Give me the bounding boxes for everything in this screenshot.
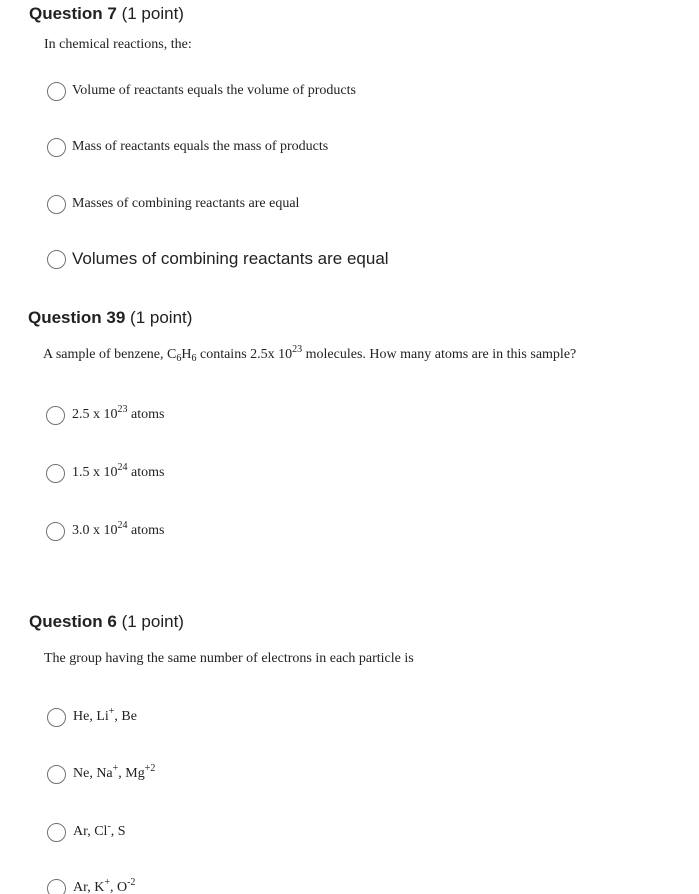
answer-option[interactable] <box>46 461 164 485</box>
stem-text: A sample of benzene, C <box>43 347 177 362</box>
answer-option[interactable] <box>47 192 299 216</box>
stem-subscript: 6 <box>191 353 197 364</box>
question-points: (1 point) <box>121 4 184 23</box>
option-label: Masses of combining reactants are equal <box>72 196 300 211</box>
answer-option[interactable] <box>47 79 356 103</box>
radio-button[interactable] <box>47 250 66 269</box>
question-stem <box>43 344 577 364</box>
radio-button[interactable] <box>47 879 66 894</box>
option-text: , O <box>109 880 128 894</box>
option-text: atoms <box>127 465 165 480</box>
answer-option[interactable] <box>46 403 164 427</box>
radio-button[interactable] <box>47 138 66 157</box>
radio-button[interactable] <box>46 522 65 541</box>
option-superscript: 24 <box>117 462 128 473</box>
option-label <box>73 763 156 782</box>
stem-text: molecules. How many atoms are in this sample? <box>302 347 577 362</box>
question-points: (1 point) <box>130 308 193 327</box>
question-title <box>29 612 184 632</box>
question-title <box>28 308 192 328</box>
option-text: atoms <box>127 407 165 422</box>
option-text: , Mg <box>118 766 145 781</box>
radio-button[interactable] <box>46 406 65 425</box>
answer-option[interactable] <box>46 519 164 543</box>
option-label <box>72 462 165 481</box>
charge-superscript: - <box>107 821 111 832</box>
option-text: He, Li <box>73 709 109 724</box>
question-points: (1 point) <box>121 612 184 631</box>
radio-button[interactable] <box>47 195 66 214</box>
option-label: Volumes of combining reactants are equal <box>72 249 389 268</box>
option-text: , Be <box>114 709 137 724</box>
stem-subscript: 6 <box>176 353 182 364</box>
option-label <box>72 404 165 423</box>
charge-superscript: + <box>112 763 119 774</box>
stem-superscript: 23 <box>292 344 303 355</box>
option-text: 3.0 x 10 <box>72 523 118 538</box>
question-number: Question 7 <box>29 4 117 23</box>
answer-option[interactable] <box>47 820 126 844</box>
stem-text: H <box>181 347 192 362</box>
answer-option[interactable] <box>47 135 328 159</box>
radio-button[interactable] <box>47 708 66 727</box>
option-label: Mass of reactants equals the mass of products <box>72 139 329 154</box>
option-text: Ne, Na <box>73 766 113 781</box>
charge-superscript: -2 <box>127 877 136 888</box>
charge-superscript: + <box>108 706 115 717</box>
question-stem: In chemical reactions, the: <box>44 37 192 52</box>
option-label: Volume of reactants equals the volume of products <box>72 83 356 98</box>
option-text: 1.5 x 10 <box>72 465 118 480</box>
radio-button[interactable] <box>47 823 66 842</box>
option-text: atoms <box>127 523 165 538</box>
option-label <box>73 821 126 840</box>
option-text: , S <box>110 824 126 839</box>
radio-button[interactable] <box>46 464 65 483</box>
radio-button[interactable] <box>47 765 66 784</box>
option-text: Ar, K <box>73 880 105 894</box>
charge-superscript: + <box>104 877 110 888</box>
option-label <box>73 877 136 894</box>
question-stem: The group having the same number of electrons in each particle is <box>44 651 414 666</box>
option-superscript: 24 <box>117 520 128 531</box>
option-superscript: 23 <box>117 404 128 415</box>
answer-option[interactable] <box>47 705 137 729</box>
option-label <box>73 706 137 725</box>
answer-option[interactable] <box>47 762 155 786</box>
option-label <box>72 520 165 539</box>
answer-option[interactable] <box>47 247 389 271</box>
radio-button[interactable] <box>47 82 66 101</box>
question-number: Question 6 <box>29 612 117 631</box>
option-text: 2.5 x 10 <box>72 407 118 422</box>
stem-text: contains 2.5x 10 <box>196 347 293 362</box>
option-text: Ar, Cl <box>73 824 108 839</box>
answer-option[interactable] <box>47 876 135 894</box>
question-title <box>29 4 184 24</box>
charge-superscript: +2 <box>144 763 156 774</box>
question-number: Question 39 <box>28 308 126 327</box>
